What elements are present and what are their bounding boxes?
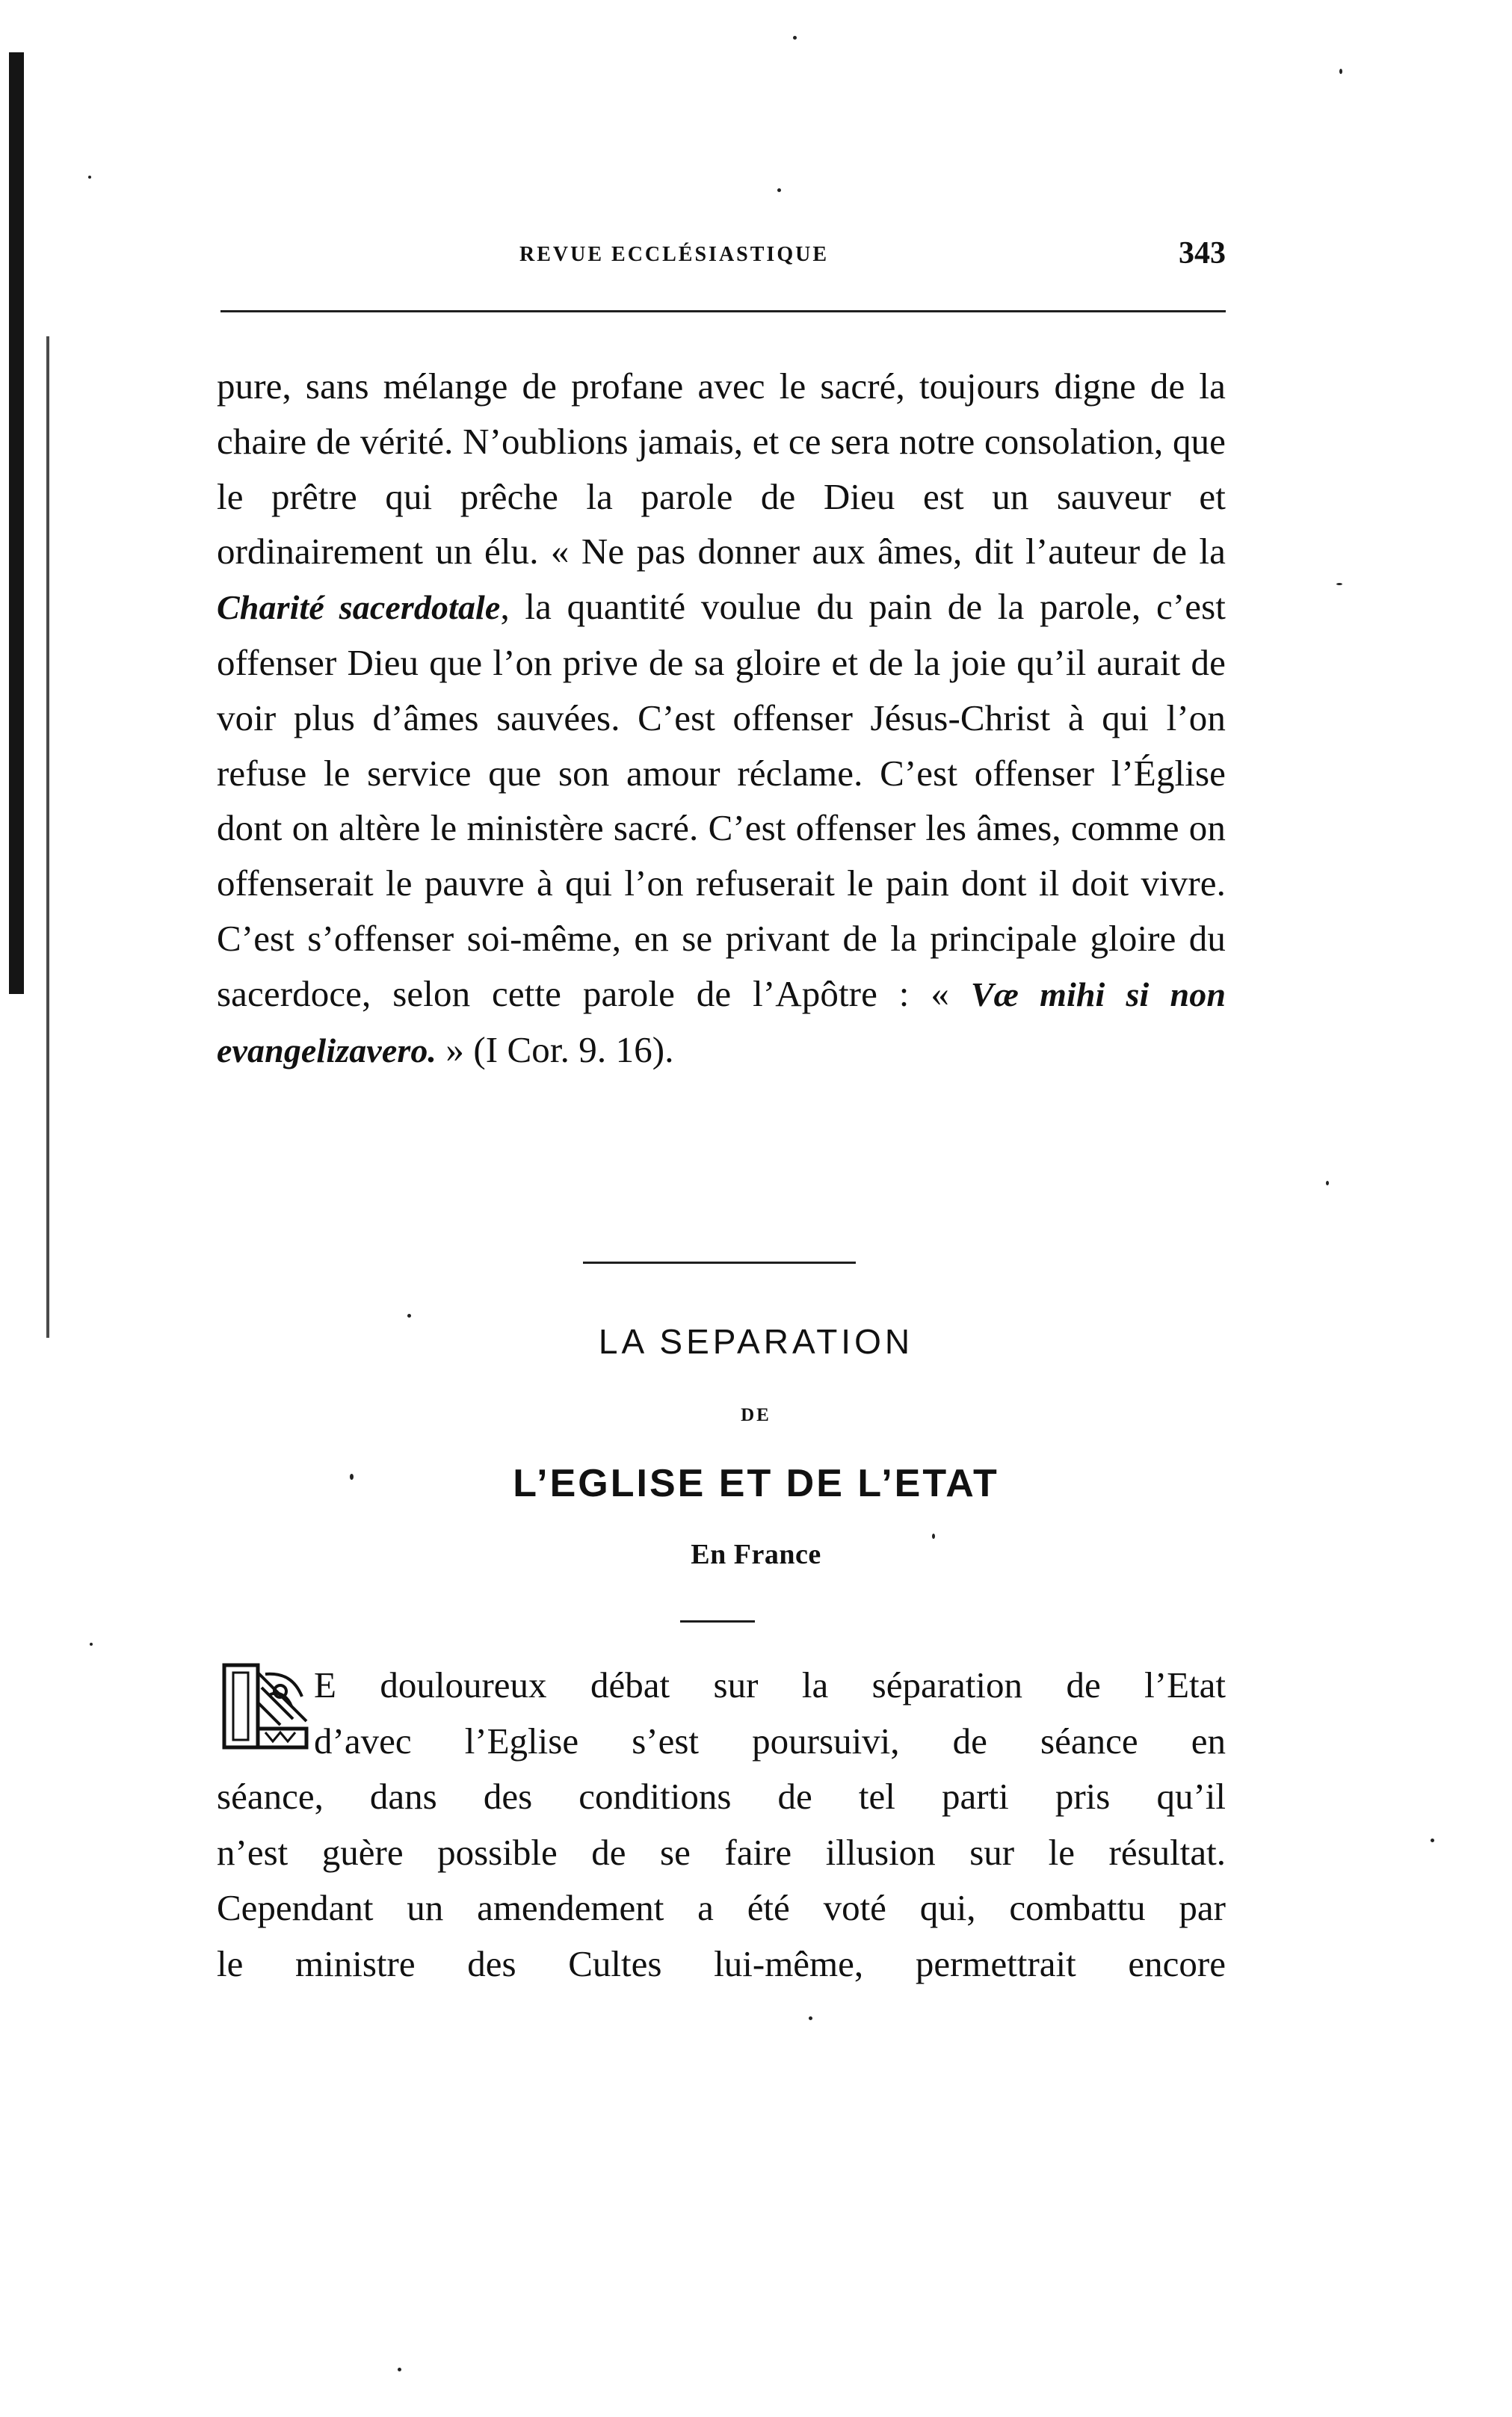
latin-quote-italic: Væ mihi si non evangelizavero. [217,975,1226,1069]
lead-line-1: E douloureux débat sur la séparation de l’Etat [314,1664,1226,1706]
section-title-main: L’EGLISE ET DE L’ETAT [513,1462,999,1505]
header-rule [220,310,1226,312]
lead-line-2: d’avec l’Eglise s’est poursuivi, de séance en [314,1720,1226,1762]
body-text-2: , la quantité voulue du pain de la parole, c’est offenser Dieu que l’on prive de sa gloire et de la joie qu’il aurait de voir plus d’âmes sauvées. C’est offenser Jésus-Christ à qui l’on refuse le service que son amour réclame. C’est offenser l’Église dont on altère le ministère sacré. C’est offenser les âmes, comme on offenserait le pauvre à qui l’on refuserait le pain dont il doit vivre. C’est s’offenser soi-même, en se privant de la principale gloire du sacerdoce, selon cette parole de l’Apôtre : « [217,586,1226,1014]
section-rule [583,1262,856,1264]
book-title-italic: Charité sacerdotale [217,588,501,627]
page-binding-edge [9,52,24,994]
section-subtitle: En France [691,1539,821,1570]
section-title-line-1: LA SEPARATION [598,1322,914,1361]
body-paragraph [217,359,1226,1078]
body-text-3: » (I Cor. 9. 16). [436,1028,674,1070]
running-header [217,236,1226,288]
lead-line-3: séance, dans des conditions de tel parti pris qu’il [217,1776,1226,1817]
lead-line-5: Cependant un amendement a été voté qui, combattu par [217,1887,1226,1928]
lead-line-6: le ministre des Cultes lui-même, permettrait encore [217,1942,1226,1984]
page-number: 343 [1179,236,1226,271]
running-title: REVUE ECCLÉSIASTIQUE [519,243,829,266]
section-title-line-2: DE [741,1405,771,1425]
body-text-1: pure, sans mélange de profane avec le sacré, toujours digne de la chaire de vérité. N’oublions jamais, et ce sera notre consolation, que le prêtre qui prêche la parole de Dieu est un sauveur et ordinairement un élu. « Ne pas donner aux âmes, dit l’auteur de la [217,365,1226,572]
lead-paragraph [217,1658,1226,1992]
subtitle-rule [680,1620,755,1623]
lead-line-4: n’est guère possible de se faire illusion sur le résultat. [217,1831,1226,1873]
